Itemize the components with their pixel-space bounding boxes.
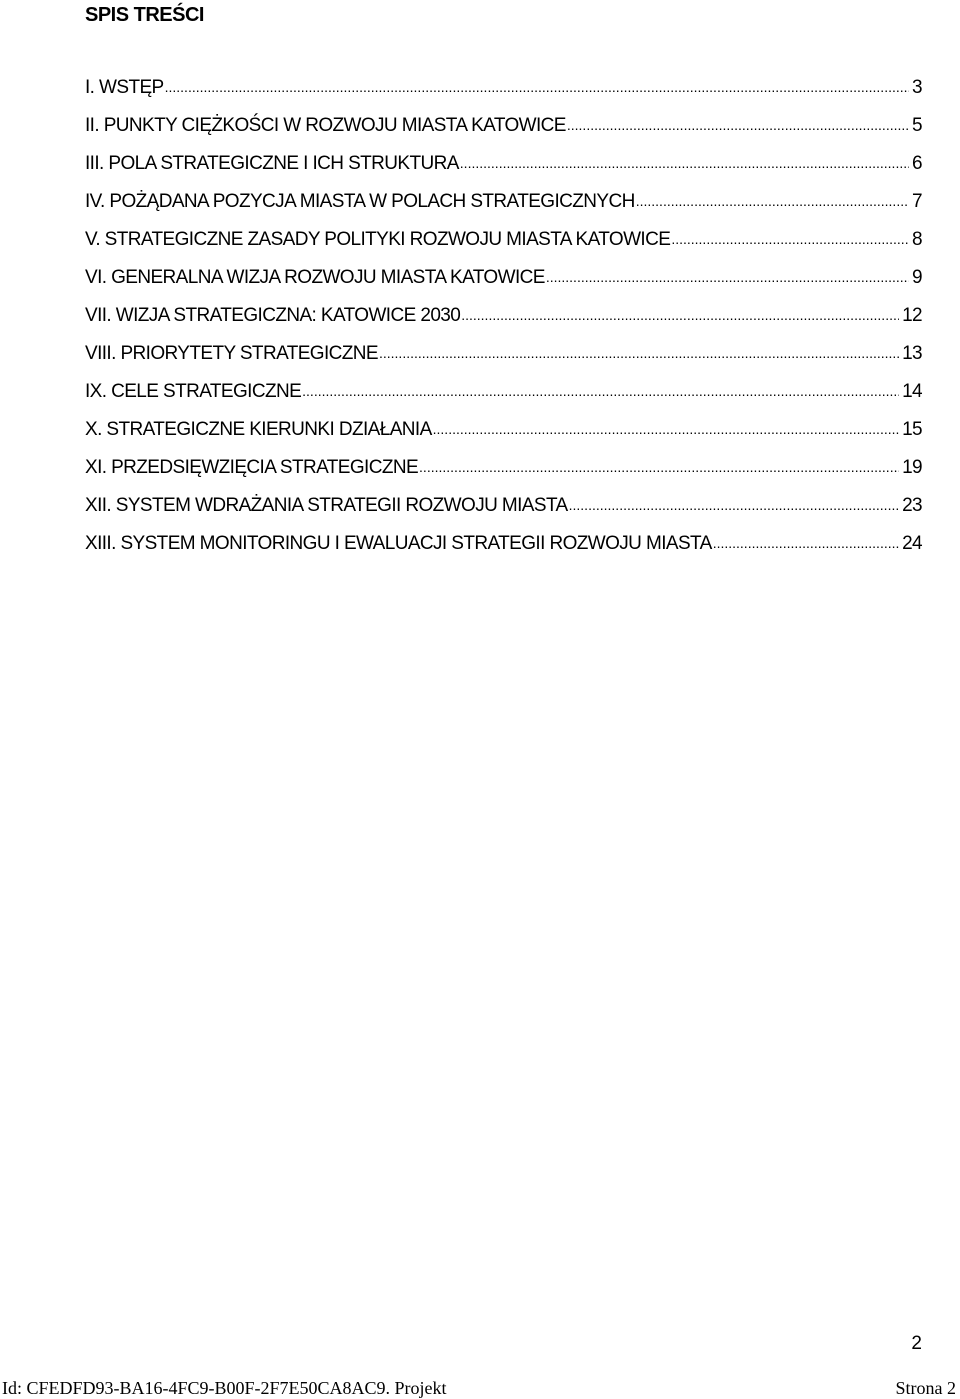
toc-dot-leader xyxy=(567,113,909,135)
toc-entry[interactable] xyxy=(85,380,922,418)
toc-entry-label: XIII. SYSTEM MONITORINGU I EWALUACJI STRATEGII ROZWOJU MIASTA xyxy=(85,533,712,554)
toc-entry-page: 9 xyxy=(912,267,922,288)
toc-entry-page: 15 xyxy=(902,419,922,440)
toc-entry[interactable] xyxy=(85,532,922,570)
toc-dot-leader xyxy=(569,493,899,515)
footer-document-id: Id: CFEDFD93-BA16-4FC9-B00F-2F7E50CA8AC9. Projekt xyxy=(2,1378,447,1398)
page-footer xyxy=(0,1378,960,1399)
toc-entry-page: 12 xyxy=(902,305,922,326)
toc-entry-page: 24 xyxy=(902,533,922,554)
toc-dot-leader xyxy=(379,341,899,363)
toc-dot-leader xyxy=(546,265,909,287)
toc-dot-leader xyxy=(460,151,909,173)
table-of-contents xyxy=(85,76,922,570)
toc-entry-page: 8 xyxy=(912,229,922,250)
toc-entry[interactable] xyxy=(85,266,922,304)
toc-dot-leader xyxy=(165,75,909,97)
toc-dot-leader xyxy=(713,531,899,553)
toc-entry[interactable] xyxy=(85,456,922,494)
toc-entry-page: 19 xyxy=(902,457,922,478)
toc-entry-page: 6 xyxy=(912,153,922,174)
toc-heading: SPIS TREŚCI xyxy=(85,4,204,26)
toc-entry-label: V. STRATEGICZNE ZASADY POLITYKI ROZWOJU MIASTA KATOWICE xyxy=(85,229,671,250)
toc-entry-label: III. POLA STRATEGICZNE I ICH STRUKTURA xyxy=(85,153,459,174)
toc-entry[interactable] xyxy=(85,114,922,152)
toc-entry[interactable] xyxy=(85,342,922,380)
toc-entry[interactable] xyxy=(85,190,922,228)
toc-entry-label: IV. POŻĄDANA POZYCJA MIASTA W POLACH STRATEGICZNYCH xyxy=(85,191,635,212)
toc-dot-leader xyxy=(419,455,899,477)
toc-entry-label: XII. SYSTEM WDRAŻANIA STRATEGII ROZWOJU MIASTA xyxy=(85,495,568,516)
toc-entry[interactable] xyxy=(85,304,922,342)
toc-entry-label: XI. PRZEDSIĘWZIĘCIA STRATEGICZNE xyxy=(85,457,419,478)
toc-entry-page: 23 xyxy=(902,495,922,516)
toc-entry-label: X. STRATEGICZNE KIERUNKI DZIAŁANIA xyxy=(85,419,432,440)
toc-entry-page: 13 xyxy=(902,343,922,364)
toc-dot-leader xyxy=(302,379,899,401)
toc-dot-leader xyxy=(636,189,909,211)
toc-entry-page: 7 xyxy=(912,191,922,212)
toc-entry-page: 5 xyxy=(912,115,922,136)
page-number: 2 xyxy=(911,1333,922,1354)
toc-entry-label: IX. CELE STRATEGICZNE xyxy=(85,381,302,402)
toc-entry-label: VI. GENERALNA WIZJA ROZWOJU MIASTA KATOWICE xyxy=(85,267,545,288)
toc-entry-label: VII. WIZJA STRATEGICZNA: KATOWICE 2030 xyxy=(85,305,461,326)
toc-entry[interactable] xyxy=(85,418,922,456)
toc-entry[interactable] xyxy=(85,494,922,532)
toc-dot-leader xyxy=(461,303,899,325)
toc-entry[interactable] xyxy=(85,228,922,266)
toc-dot-leader xyxy=(433,417,899,439)
footer-page-label: Strona 2 xyxy=(895,1378,956,1398)
toc-entry-label: I. WSTĘP xyxy=(85,77,164,98)
toc-entry[interactable] xyxy=(85,76,922,114)
toc-entry-label: II. PUNKTY CIĘŻKOŚCI W ROZWOJU MIASTA KATOWICE xyxy=(85,115,566,136)
toc-dot-leader xyxy=(671,227,909,249)
toc-entry-page: 14 xyxy=(902,381,922,402)
toc-entry-label: VIII. PRIORYTETY STRATEGICZNE xyxy=(85,343,378,364)
toc-entry-page: 3 xyxy=(912,77,922,98)
toc-entry[interactable] xyxy=(85,152,922,190)
